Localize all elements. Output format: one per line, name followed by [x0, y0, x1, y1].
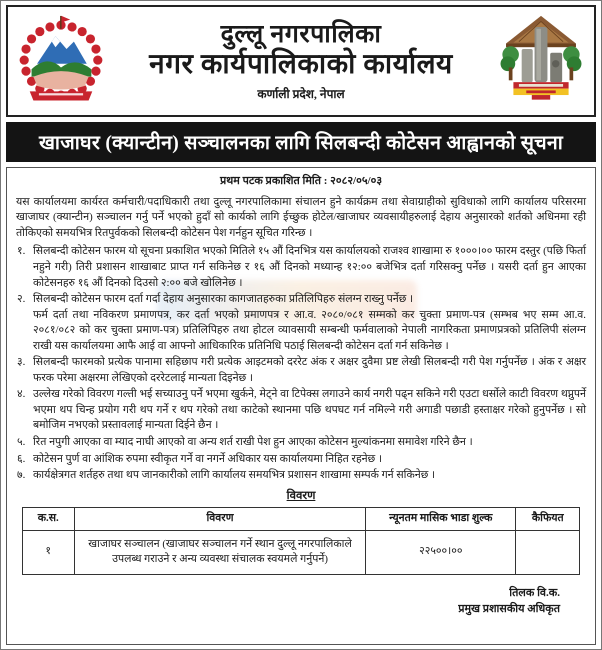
- cell-detail: खाजाघर सञ्चालन (खाजाघर सञ्चालन गर्ने स्थान दुल्लू नगरपालिकाले उपलब्ध गराउने र अन्य व्यवस्था संचालक स्वयमले गर्नुपर्ने): [74, 530, 366, 574]
- term-text: कार्यक्षेत्रगत शर्तहरु तथा थप जानकारीको लागि कार्यालय समयभित्र प्रशासन शाखामा सम्पर्क गर्न सकिनेछ ।: [33, 469, 436, 482]
- term-text: रित नपुगी आएका वा म्याद नाघी आएको वा अन्य शर्त राखी पेश हुन आएका कोटेसन मुल्यांकनमा समावेश गरिने छैन ।: [33, 436, 473, 449]
- nepal-emblem-svg: [15, 12, 107, 110]
- published-date: प्रथम पटक प्रकाशित मिति : २०८२/०५/०३: [219, 175, 383, 187]
- term-text: कोटेसन पुर्ण वा आंशिक रुपमा स्वीकृत गर्ने वा नगर्ने अधिकार यस कार्यालयमा निहित रहनेछ ।: [33, 452, 383, 465]
- term-text: सिलबन्दी फारमको प्रत्येक पानामा सहिछाप गरी प्रत्येक आइटमको दररेट अंक र अक्षर दुवैमा प्रष्ट लेखी सिलबन्दी गरी पेश गर्नुपर्नेछ । अंक र अक्षर फरक परेमा अक्षरमा लेखिएको दररेटलाई मान्यता दिइनेछ ।: [33, 356, 586, 384]
- cell-remarks: [516, 530, 580, 574]
- column-header-sn: क.स.: [22, 508, 74, 531]
- nepal-government-emblem-icon: [14, 11, 108, 111]
- cell-sn: १: [22, 530, 74, 574]
- municipality-name: दुल्लू नगरपालिका: [220, 20, 382, 48]
- column-header-rent: न्यूनतम मासिक भाडा शुल्क: [366, 508, 516, 531]
- dullu-logo-svg: [495, 12, 587, 110]
- terms-list: [16, 244, 586, 483]
- term-item-1: [16, 244, 586, 291]
- table-header-row: [22, 508, 580, 531]
- notice-title-bar: खाजाघर (क्यान्टीन) सञ्चालनका लागि सिलबन्दी कोटेसन आह्वानको सूचना: [6, 122, 596, 162]
- header-titles: [108, 21, 494, 102]
- signature-block: [16, 575, 586, 618]
- dullu-municipality-logo-icon: [494, 11, 588, 111]
- term-item-3: [16, 355, 586, 386]
- term-number: ३.: [17, 356, 26, 369]
- term-item-4: [16, 387, 586, 434]
- term-number: ४.: [17, 388, 26, 401]
- column-header-detail: विवरण: [74, 508, 366, 531]
- signatory-name: तिलक वि.क.: [509, 586, 560, 599]
- term-item-7: [16, 468, 586, 484]
- term-number: १.: [17, 245, 26, 258]
- cell-rent: २२५००।००: [366, 530, 516, 574]
- term-text: सिलबन्दी कोटेसन फारम दर्ता गर्दा देहाय अनुसारका कागजातहरुका प्रतिलिपिहरु संलग्न राख्नु पर्नेछ ।: [33, 293, 414, 306]
- term-number: ७.: [17, 469, 26, 482]
- term-item-2: [16, 292, 586, 354]
- term-text: उल्लेख गरेको विवरण गल्ती भई सच्याउनु पर्ने भएमा खुर्कने, मेट्ने वा टिपेक्स लगाउने कार्य नगरी पढ्न सकिने गरी एउटा धर्सोले काटी विवरण थप्नुपर्ने भएमा थप चिन्ह प्रयोग गरी थप गर्ने र थप गरेको तथा काटेको स्थानमा पछि थपघट गर्न नमिल्ने गरी अगाडी पछाडी हस्ताक्षर गरेको हुनुपर्नेछ । सो बमोजिम नभएको प्रस्तावलाई मान्यता दिईने छैन ।: [33, 388, 586, 432]
- province-line: कर्णाली प्रदेश, नेपाल: [257, 86, 345, 101]
- table-row: [22, 530, 580, 574]
- term-item-5: [16, 435, 586, 451]
- document-header: [6, 5, 596, 117]
- intro-paragraph: यस कार्यालयमा कार्यरत कर्मचारी/पदाधिकारी तथा दुल्लू नगरपालिकामा संचालन हुने कार्यक्रम तथा सेवाग्राहीको सुविधाको लागि कार्यालय परिसरमा खाजाघर (क्यान्टीन) सञ्चालन गर्नु पर्ने भएको हुदाँ सो कार्यको लागि ईच्छुक होटेल/खाजाघर व्यवसायीहरुलाई देहाय अनुसारको शर्तको अधिनमा रही तोकिएको समयभित्र रितपुर्वकको सिलबन्दी कोटेसन पेश गर्नहुन सूचित गरिन्छ ।: [16, 195, 586, 239]
- term-number: ५.: [17, 436, 26, 449]
- detail-table: [22, 507, 581, 575]
- table-caption: विवरण: [286, 489, 316, 502]
- term-item-6: [16, 452, 586, 468]
- column-header-remarks: कैफियत: [516, 508, 580, 531]
- term-number: ६.: [17, 452, 26, 465]
- office-name: नगर कार्यपालिकाको कार्यालय: [149, 49, 453, 81]
- signatory-designation: प्रमुख प्रशासकीय अधिकृत: [458, 603, 560, 616]
- term-text: सिलबन्दी कोटेसन फारम यो सूचना प्रकाशित भएको मितिले १५ औं दिनभित्र यस कार्यालयको राजश्व शाखामा रु १०००।०० फारम दस्तुर (पछि फिर्ता नहुने गरी) तिरी प्रशासन शाखाबाट प्राप्त गर्न सकिनेछ र १६ औं दिनको मध्यान्ह १२:०० बजेभित्र दर्ता गरिसक्नु पर्नेछ । यसरी दर्ता हुन आएका कोटेसनहरु १६ औं दिनको दिउसो २:०० बजे खोलिनेछ ।: [33, 245, 586, 289]
- term-subtext: फर्म दर्ता तथा नविकरण प्रमाणपत्र, कर दर्ता भएको प्रमाणपत्र र आ.व. २०८०/०८१ सम्मको कर चुक्ता प्रमाण-पत्र (सम्भब भए सम्म आ.व. २०८१/०८२ को कर चुक्ता प्रमाण-पत्र) प्रतिलिपिहरु तथा होटल व्यावसायी सम्बन्धी फर्मवालाको नेपाली नागरिकता प्रमाणप्रत्रको प्रतिलिपी संलग्न राखी यस कार्यालयमा आफै आई वा आफ्नो आधिकारिक प्रतिनिधि पठाई सिलबन्दी कोटेसन दर्ता गर्न सकिनेछ ।: [33, 308, 586, 352]
- notice-body: [6, 167, 596, 645]
- term-number: २.: [17, 293, 26, 306]
